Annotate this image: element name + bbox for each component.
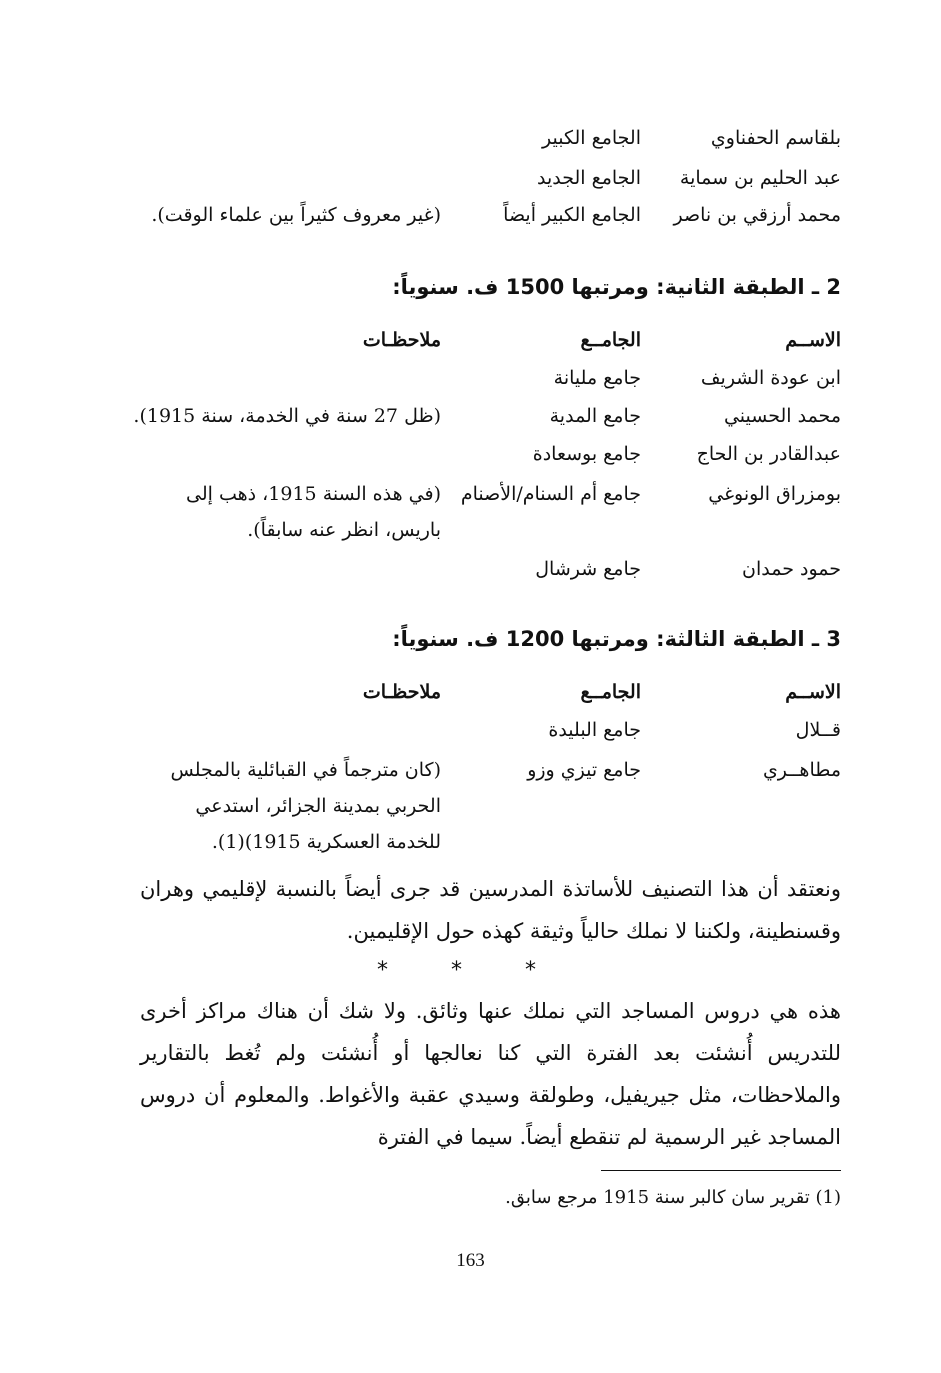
- footnote-rule: [601, 1170, 841, 1171]
- mosque-header: الجامــع: [580, 329, 641, 351]
- note-text: (ظل 27 سنة في الخدمة، سنة 1915).: [133, 405, 441, 427]
- notes-header: ملاحظـات: [362, 329, 441, 351]
- table-header: [160, 322, 841, 358]
- section-title: 3 ـ الطبقة الثالثة: ومرتبها 1200 ف. سنوياً:: [392, 627, 841, 651]
- mosque-name: جامع المدية: [549, 405, 641, 427]
- mosque-name: جامع شرشال: [535, 558, 641, 580]
- note-line: باريس، انظر عنه سابقاً).: [247, 519, 441, 541]
- scholar-name: عبد الحليم بن سماية: [679, 167, 841, 189]
- scholar-name: مطاهــري: [762, 759, 841, 781]
- table-row: [160, 476, 841, 548]
- section-title: 2 ـ الطبقة الثانية: ومرتبها 1500 ف. سنوياً:: [392, 275, 841, 299]
- mosque-name: جامع بوسعادة: [532, 443, 641, 465]
- scholar-name: عبدالقادر بن الحاج: [696, 443, 841, 465]
- page-number: 163: [456, 1250, 485, 1271]
- scholar-name: ابن عودة الشريف: [700, 367, 841, 389]
- mosque-name: الجامع الكبير: [542, 127, 641, 149]
- table-row: [160, 752, 841, 860]
- mosque-header: الجامــع: [580, 681, 641, 703]
- note-line: (كان مترجماً في القبائلية بالمجلس: [170, 759, 441, 781]
- note-line: الحربي بمدينة الجزائر، استدعي: [195, 795, 441, 817]
- scholar-name: حمود حمدان: [742, 558, 841, 580]
- section-separator: * * *: [377, 958, 564, 983]
- footnote: (1) تقرير سان كالبر سنة 1915 مرجع سابق.: [505, 1187, 841, 1208]
- table-header: [160, 674, 841, 710]
- notes-header: ملاحظـات: [362, 681, 441, 703]
- note-text: [151, 752, 441, 860]
- table-row: [160, 360, 841, 396]
- mosque-name: جامع تيزي وزو: [527, 759, 641, 781]
- mosque-name: الجامع الجديد: [536, 167, 641, 189]
- mosque-name: جامع مليانة: [553, 367, 641, 389]
- scholar-name: قــلال: [795, 719, 841, 741]
- table-row: [133, 398, 841, 434]
- name-header: الاســم: [785, 681, 841, 703]
- table-row: [160, 120, 841, 156]
- scholar-name: بلقاسم الحفناوي: [710, 127, 841, 149]
- table-row: [160, 160, 841, 196]
- mosque-name: جامع البليدة: [548, 719, 641, 741]
- scholar-name: محمد الحسيني: [723, 405, 841, 427]
- name-header: الاســم: [785, 329, 841, 351]
- note-line: للخدمة العسكرية 1915)(1).: [211, 831, 441, 853]
- note-text: [151, 476, 441, 548]
- body-paragraph: ونعتقد أن هذا التصنيف للأساتذة المدرسين قد جرى أيضاً بالنسبة لإقليمي وهران وقسنطينة، ولكننا لا نملك حالياً وثيقة كهذه حول الإقليمين.: [140, 877, 841, 943]
- mosque-name: الجامع الكبير أيضاً: [503, 204, 641, 226]
- mosque-name: جامع أم السنام/الأصنام: [460, 483, 641, 505]
- table-row: [160, 436, 841, 472]
- table-row: [160, 551, 841, 587]
- scholar-name: محمد أرزقي بن ناصر: [673, 204, 841, 226]
- table-row: [151, 197, 841, 233]
- table-row: [160, 712, 841, 748]
- body-paragraph: هذه هي دروس المساجد التي نملك عنها وثائق. ولا شك أن هناك مراكز أخرى للتدريس أُنشئت بعد الفترة التي كنا نعالجها أو أُنشئت ولم تُغط بالتقارير والملاحظات، مثل جيريفيل، وطولقة وسيدي عقبة والأغواط. والمعلوم أن دروس المساجد غير الرسمية لم تنقطع أيضاً. سيما في الفترة: [140, 999, 841, 1149]
- note-text: (غير معروف كثيراً بين علماء الوقت).: [151, 204, 441, 226]
- scholar-name: بومزراق الونوغي: [708, 483, 841, 505]
- note-line: (في هذه السنة 1915، ذهب إلى: [186, 483, 441, 505]
